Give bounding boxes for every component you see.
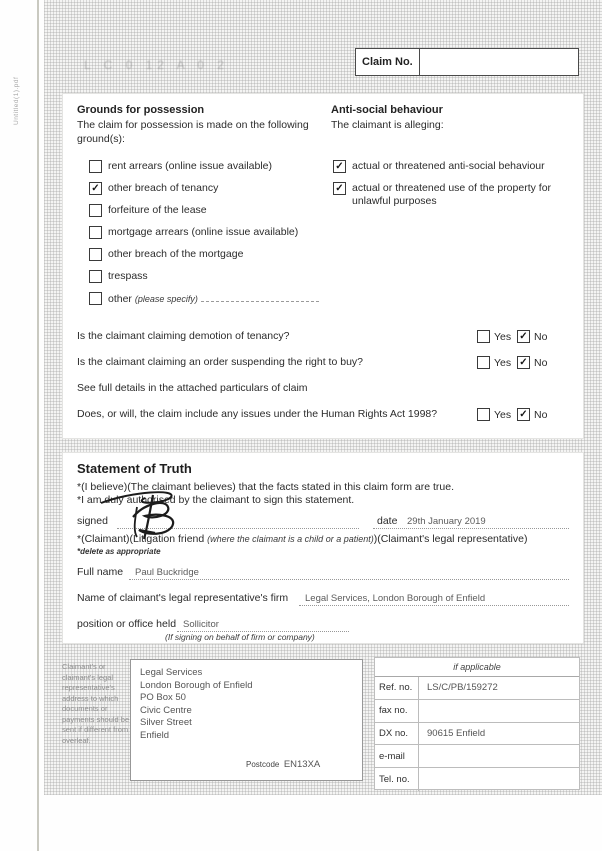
contact-details-table <box>374 657 580 790</box>
grounds-subtitle: The claim for possession is made on the following ground(s): <box>77 119 309 145</box>
full-name-value[interactable]: Paul Buckridge <box>135 567 199 578</box>
ground-item <box>89 292 319 306</box>
ground-checkbox-other[interactable] <box>89 292 102 305</box>
email-value[interactable] <box>419 745 579 767</box>
ground-label: trespass <box>108 270 148 282</box>
yes-option <box>477 408 511 421</box>
human-rights-no-checkbox[interactable]: ✓ <box>517 408 530 421</box>
no-label: No <box>534 408 548 421</box>
address-line: PO Box 50 <box>140 692 186 704</box>
antisocial-checkbox-unlawful-use[interactable]: ✓ <box>333 182 346 195</box>
ground-other-word: other <box>108 293 132 305</box>
firm-row <box>77 592 569 607</box>
antisocial-label: actual or threatened use of the property for unlawful purposes <box>352 182 552 208</box>
grounds-title: Grounds for possession <box>77 104 205 116</box>
claim-number-box <box>355 48 579 76</box>
pdf-filename-sidebar: Untitled(1).pdf <box>13 76 20 125</box>
ground-checkbox-rent-arrears[interactable] <box>89 160 102 173</box>
firm-value[interactable]: Legal Services, London Borough of Enfield <box>305 593 486 604</box>
ground-item <box>89 270 148 283</box>
antisocial-item <box>333 182 574 208</box>
ground-label <box>108 292 319 306</box>
ground-checkbox-trespass[interactable] <box>89 270 102 283</box>
particulars-note: See full details in the attached particulars of claim <box>77 382 308 394</box>
demotion-yes-checkbox[interactable] <box>477 330 490 343</box>
human-rights-yes-checkbox[interactable] <box>477 408 490 421</box>
capacity-italic: (where the claimant is a child or a patient) <box>207 534 374 544</box>
no-label: No <box>534 330 548 343</box>
ground-checkbox-forfeiture[interactable] <box>89 204 102 217</box>
faint-stamp: L C 0 12 A 0 2 <box>84 58 229 72</box>
yes-option <box>477 330 511 343</box>
ground-label: forfeiture of the lease <box>108 204 207 216</box>
address-line: Enfield <box>140 729 170 741</box>
fax-no-label: fax no. <box>375 700 419 722</box>
table-row <box>375 745 579 768</box>
right-to-buy-no-checkbox[interactable]: ✓ <box>517 356 530 369</box>
page-fold-line <box>37 0 39 851</box>
tel-no-label: Tel. no. <box>375 768 419 791</box>
question-row <box>77 382 569 398</box>
address-line: Silver Street <box>140 717 192 729</box>
address-line: Legal Services <box>140 667 203 678</box>
fax-no-value[interactable] <box>419 700 579 722</box>
signed-label: signed <box>77 515 108 527</box>
ground-checkbox-other-breach-tenancy[interactable]: ✓ <box>89 182 102 195</box>
yes-label: Yes <box>494 356 512 369</box>
firm-label: Name of claimant's legal representative's firm <box>77 592 289 604</box>
capacity-part1: *(Claimant)(Litigation friend <box>77 533 208 545</box>
dx-no-label: DX no. <box>375 723 419 745</box>
table-row <box>375 700 579 723</box>
ground-item <box>89 160 272 173</box>
no-option <box>517 330 547 343</box>
demotion-no-checkbox[interactable]: ✓ <box>517 330 530 343</box>
right-to-buy-yes-checkbox[interactable] <box>477 356 490 369</box>
postcode-row <box>246 754 320 772</box>
if-applicable-header: if applicable <box>375 658 579 677</box>
yes-label: Yes <box>494 408 512 421</box>
question-row <box>77 356 569 372</box>
no-option <box>517 408 547 421</box>
ref-no-label: Ref. no. <box>375 677 419 699</box>
ground-item <box>89 226 298 239</box>
yes-option <box>477 356 511 369</box>
capacity-part2: )(Claimant's legal representative) <box>373 533 528 545</box>
position-note: (If signing on behalf of firm or company) <box>165 632 315 642</box>
no-label: No <box>534 356 548 369</box>
email-label: e-mail <box>375 745 419 767</box>
question-text: Is the claimant claiming demotion of tenancy? <box>77 330 290 342</box>
claim-number-field[interactable] <box>420 49 578 75</box>
antisocial-title: Anti-social behaviour <box>331 104 443 116</box>
antisocial-item <box>333 160 577 173</box>
statement-line1: *(I believe)(The claimant believes) that the facts stated in this claim form are true. <box>77 481 454 493</box>
table-row <box>375 677 579 700</box>
ground-label: mortgage arrears (online issue available) <box>108 226 299 238</box>
address-line: Civic Centre <box>140 704 192 716</box>
statement-title: Statement of Truth <box>77 461 192 476</box>
ground-label: other breach of tenancy <box>108 182 219 194</box>
ground-label: rent arrears (online issue available) <box>108 160 272 172</box>
position-value[interactable]: Sollicitor <box>183 619 219 630</box>
postcode-value[interactable]: EN13XA <box>283 759 321 770</box>
dx-no-value[interactable]: 90615 Enfield <box>427 727 486 739</box>
full-name-row <box>77 566 569 581</box>
address-instruction: Claimant's or claimant's legal representative's address to which documents or payments should be sent if different from overleaf. <box>62 662 130 745</box>
no-option <box>517 356 547 369</box>
postcode-label: Postcode <box>246 760 280 769</box>
ground-item <box>89 182 218 195</box>
position-label: position or office held <box>77 618 177 630</box>
signature-scribble <box>93 487 228 545</box>
antisocial-subtitle: The claimant is alleging: <box>331 119 444 131</box>
statement-line2: *I am duly authorised by the claimant to sign this statement. <box>77 494 355 506</box>
question-text: Does, or will, the claim include any issues under the Human Rights Act 1998? <box>77 408 438 420</box>
ground-checkbox-other-breach-mortgage[interactable] <box>89 248 102 261</box>
delete-note: *delete as appropriate <box>77 547 161 556</box>
address-box[interactable] <box>130 659 363 781</box>
ground-item <box>89 248 243 261</box>
ground-other-note: (please specify) <box>134 294 198 304</box>
question-row <box>77 330 569 346</box>
ref-no-value[interactable]: LS/C/PB/159272 <box>427 682 498 694</box>
address-line: London Borough of Enfield <box>140 679 253 691</box>
ground-item <box>89 204 207 217</box>
table-row <box>375 768 579 791</box>
full-name-label: Full name <box>77 566 124 578</box>
position-row <box>77 618 569 633</box>
claim-number-label: Claim No. <box>356 49 420 75</box>
table-row <box>375 723 579 746</box>
ground-label: other breach of the mortgage <box>108 248 244 260</box>
question-row <box>77 408 569 424</box>
grounds-panel <box>62 93 584 439</box>
ground-checkbox-mortgage-arrears[interactable] <box>89 226 102 239</box>
tel-no-value[interactable] <box>419 768 579 791</box>
date-label: date <box>377 515 398 527</box>
question-text: Is the claimant claiming an order suspending the right to buy? <box>77 356 363 368</box>
yes-label: Yes <box>494 330 512 343</box>
antisocial-checkbox-behaviour[interactable]: ✓ <box>333 160 346 173</box>
date-value[interactable]: 29th January 2019 <box>407 516 486 527</box>
antisocial-label: actual or threatened anti-social behaviour <box>352 160 545 172</box>
statement-of-truth-panel <box>62 452 584 644</box>
other-specify-line[interactable] <box>201 292 319 302</box>
